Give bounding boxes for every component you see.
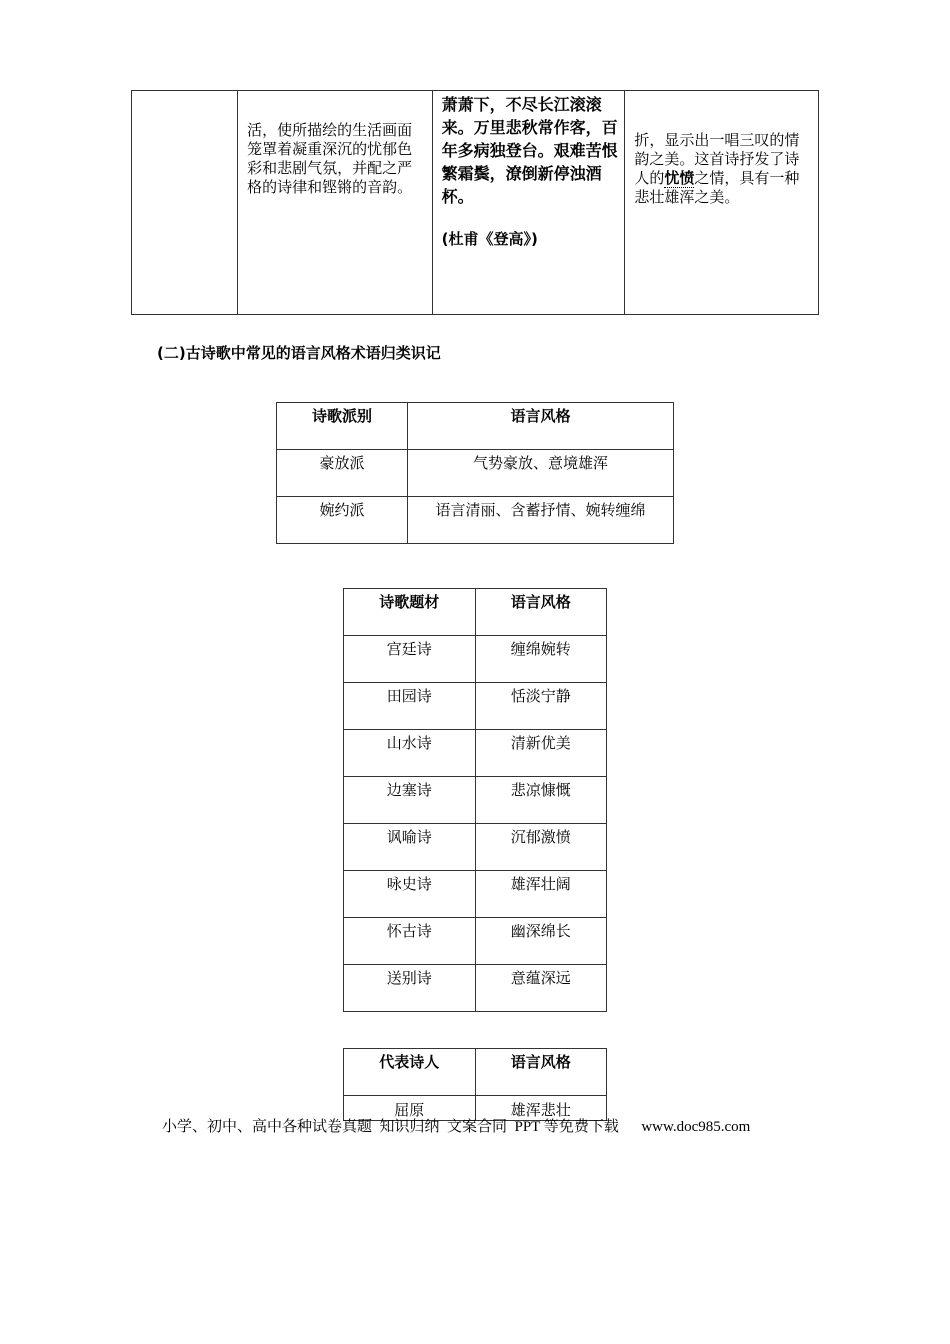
table-cell: 婉约派 [277,497,408,544]
poetry-subject-table [343,588,607,1012]
table-row [344,730,607,777]
table-cell: 咏史诗 [344,871,476,918]
table-cell: 语言清丽、含蓄抒情、婉转缠绵 [408,497,674,544]
table-cell: 边塞诗 [344,777,476,824]
page-footer: 小学、初中、高中各种试卷真题 知识归纳 文案合同 PPT 等免费下载 www.doc985.com [162,1119,751,1135]
emphasized-word: 忧愤 [664,169,695,187]
table-cell-appreciation [625,91,819,315]
appreciation-text-end: 之情，具有一种悲壮雄浑之美。 [634,169,800,206]
table-cell: 幽深绵长 [475,918,607,965]
table-cell: 恬淡宁静 [475,683,607,730]
table-cell: 雄浑壮阔 [475,871,607,918]
table-cell: 豪放派 [277,450,408,497]
table-cell: 意蕴深远 [475,965,607,1012]
appreciation-text-start: 折，显示出一唱三叹的情韵之美。这首诗抒发了诗人的 [634,131,800,187]
table-header-row [277,403,674,450]
table-row [344,871,607,918]
poem-analysis-table [131,90,819,315]
table-row [344,636,607,683]
table-cell: 气势豪放、意境雄浑 [408,450,674,497]
header-cell: 代表诗人 [344,1049,476,1096]
table-row [132,91,819,315]
poem-text: 萧萧下，不尽长江滚滚来。万里悲秋常作客，百年多病独登台。艰难苦恨繁霜鬓，潦倒新停浊酒杯。 [441,95,618,206]
table-cell: 悲凉慷慨 [475,777,607,824]
table-row [277,497,674,544]
table-row [277,450,674,497]
table-header-row [344,1049,607,1096]
section-heading: (二)古诗歌中常见的语言风格术语归类识记 [157,344,441,362]
table-cell: 清新优美 [475,730,607,777]
table-cell: 田园诗 [344,683,476,730]
header-cell: 语言风格 [475,589,607,636]
table-cell: 讽喻诗 [344,824,476,871]
header-cell: 语言风格 [408,403,674,450]
table-cell: 屈原 [344,1096,476,1121]
table-cell-poem [432,91,625,315]
table-cell: 宫廷诗 [344,636,476,683]
header-cell: 语言风格 [475,1049,607,1096]
table-cell: 沉郁激愤 [475,824,607,871]
table-row [344,824,607,871]
poetry-school-table [276,402,674,544]
table-header-row [344,589,607,636]
table-row [344,683,607,730]
table-cell: 缠绵婉转 [475,636,607,683]
header-cell: 诗歌题材 [344,589,476,636]
table-cell: 山水诗 [344,730,476,777]
table-cell-empty [132,91,238,315]
table-cell-description: 活，使所描绘的生活画面笼罩着凝重深沉的忧郁色彩和悲剧气氛，并配之严格的诗律和铿锵的音韵。 [238,91,433,315]
table-row [344,777,607,824]
table-cell: 送别诗 [344,965,476,1012]
table-cell: 怀古诗 [344,918,476,965]
table-row [344,965,607,1012]
table-row [344,918,607,965]
table-cell: 雄浑悲壮 [475,1096,607,1121]
header-cell: 诗歌派别 [277,403,408,450]
poem-source: (杜甫《登高》) [441,230,538,248]
representative-poet-table [343,1048,607,1121]
